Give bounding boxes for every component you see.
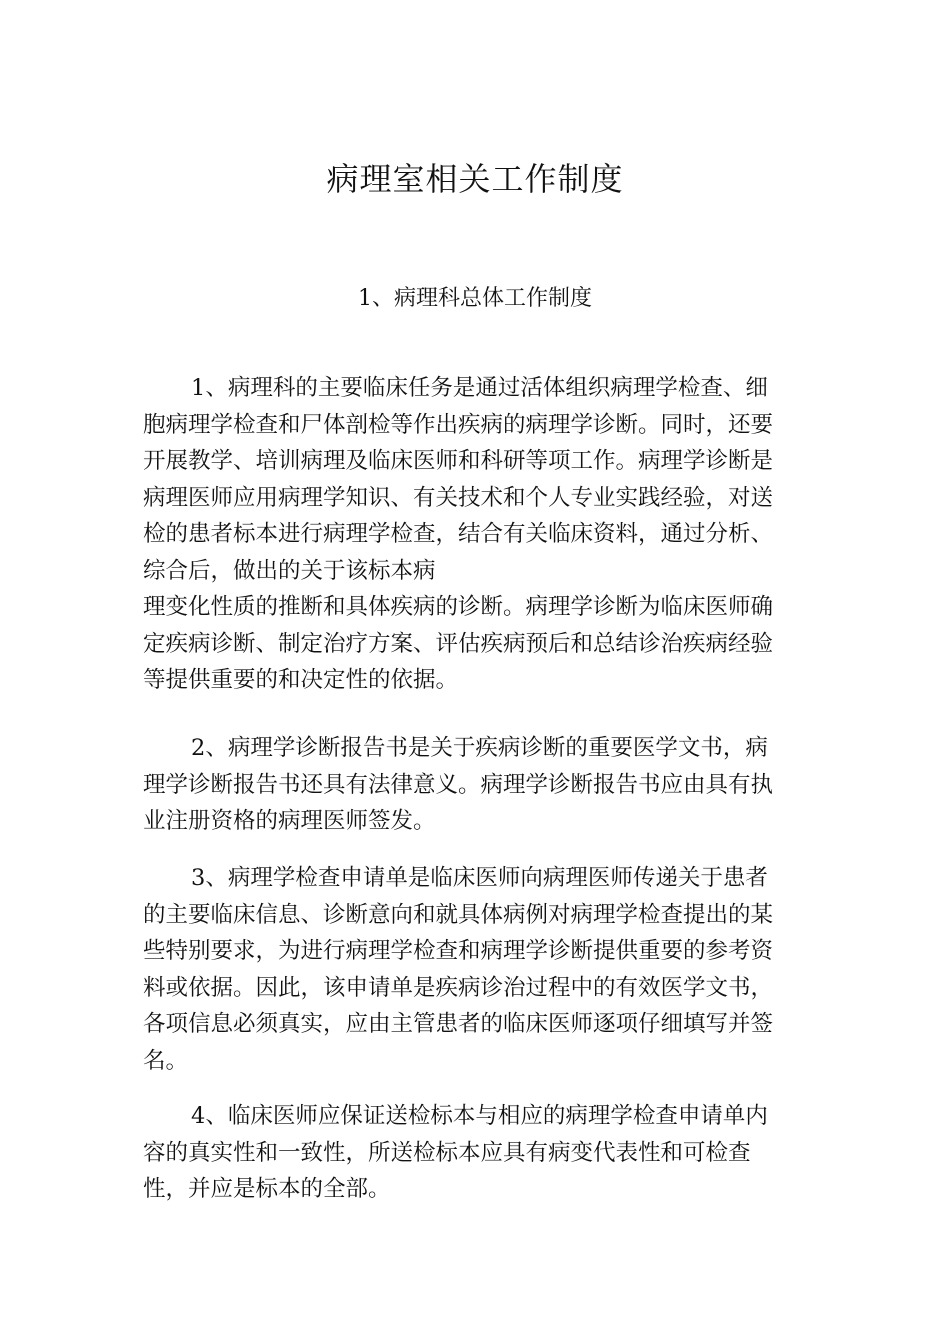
paragraph-line: 各项信息必须真实，应由主管患者的临床医师逐项仔细填写并签	[143, 1011, 774, 1037]
paragraph-line: 业注册资格的病理医师签发。	[143, 808, 436, 834]
paragraph-line: 4、临床医师应保证送检标本与相应的病理学检查申请单内	[191, 1103, 768, 1129]
paragraph-line: 等提供重要的和决定性的依据。	[143, 667, 459, 693]
paragraph-1	[143, 370, 833, 699]
paragraph-4	[143, 1098, 833, 1208]
paragraph-line: 1、病理科的主要临床任务是通过活体组织病理学检查、细	[191, 375, 768, 401]
paragraph-line: 性，并应是标本的全部。	[143, 1176, 391, 1202]
paragraph-line: 名。	[143, 1047, 189, 1074]
section-heading: 1、病理科总体工作制度	[358, 286, 592, 311]
paragraph-line: 开展教学、培训病理及临床医师和科研等项工作。病理学诊断是	[143, 448, 774, 474]
paragraph-2	[143, 730, 833, 840]
paragraph-line: 综合后，做出的关于该标本病	[143, 557, 436, 584]
paragraph-line: 的主要临床信息、诊断意向和就具体病例对病理学检查提出的某	[143, 901, 774, 928]
paragraph-line: 定疾病诊断、制定治疗方案、评估疾病预后和总结诊治疾病经验	[143, 630, 774, 657]
paragraph-line: 容的真实性和一致性，所送检标本应具有病变代表性和可检查	[143, 1139, 751, 1166]
paragraph-line: 理学诊断报告书还具有法律意义。病理学诊断报告书应由具有执	[143, 771, 774, 798]
paragraph-line: 胞病理学检查和尸体剖检等作出疾病的病理学诊断。同时，还要	[143, 411, 774, 438]
paragraph-line: 2、病理学诊断报告书是关于疾病诊断的重要医学文书，病	[191, 735, 768, 761]
paragraph-line: 些特别要求，为进行病理学检查和病理学诊断提供重要的参考资	[143, 938, 774, 964]
paragraph-line: 检的患者标本进行病理学检查，结合有关临床资料，通过分析、	[143, 521, 774, 547]
paragraph-line: 料或依据。因此，该申请单是疾病诊治过程中的有效医学文书，	[143, 974, 774, 1001]
document-title: 病理室相关工作制度	[326, 160, 624, 198]
paragraph-line: 病理医师应用病理学知识、有关技术和个人专业实践经验，对送	[143, 484, 774, 511]
paragraph-3	[143, 860, 833, 1079]
paragraph-line: 3、病理学检查申请单是临床医师向病理医师传递关于患者	[191, 865, 768, 891]
paragraph-line: 理变化性质的推断和具体疾病的诊断。病理学诊断为临床医师确	[143, 594, 774, 620]
